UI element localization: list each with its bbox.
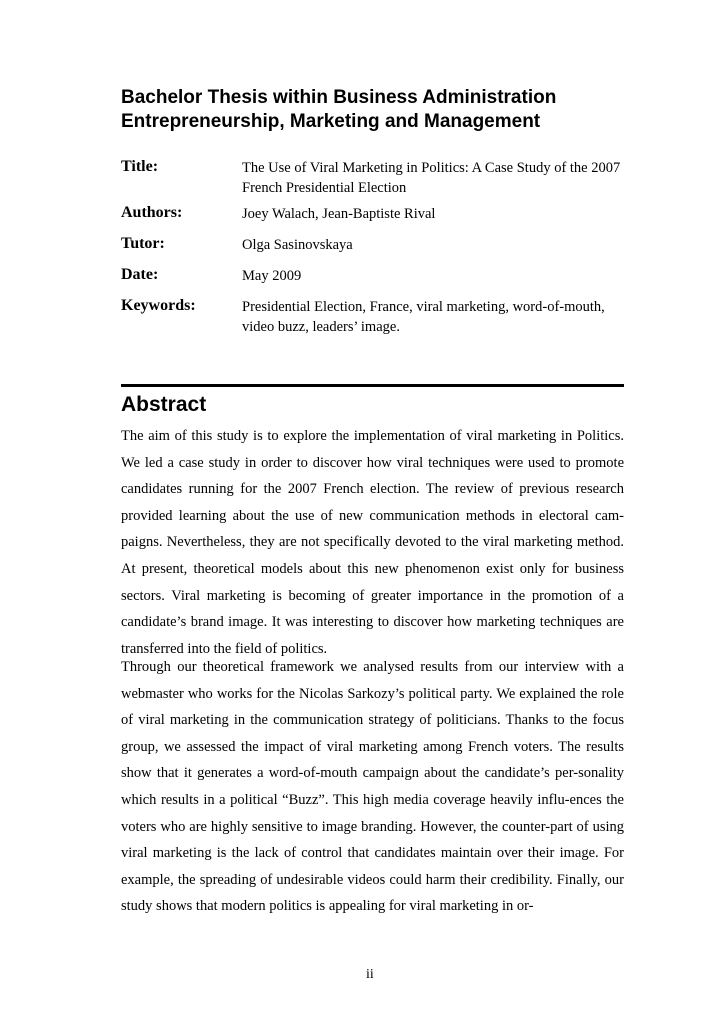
page-number: ii	[366, 967, 374, 982]
abstract-title: Abstract	[121, 393, 207, 416]
abstract-paragraph: The aim of this study is to explore the implementation of viral marketing in Politics. We led a case study in order to discover how viral techniques were used to promote candidates running for the 2007 French election. The review of previous research provided learning about the use of new communication methods in electoral cam-paigns. Nevertheless, they are not specifically devoted to the viral marketing method. At present, theoretical models about this new phenomenon exist only for business sectors. Viral marketing is becoming of greater importance in the promotion of a candidate’s brand image. It was interesting to discover how marketing techniques are transferred into the field of politics.	[121, 428, 624, 657]
meta-label: Keywords:	[121, 297, 196, 314]
meta-value: Joey Walach, Jean-Baptiste Rival	[242, 206, 436, 222]
meta-label: Date:	[121, 266, 159, 283]
meta-label: Authors:	[121, 204, 183, 221]
thesis-heading-line2: Entrepreneurship, Marketing and Management	[121, 111, 541, 132]
meta-value: The Use of Viral Marketing in Politics: A Case Study of the 2007 French Presidential Election	[242, 160, 621, 196]
section-divider	[121, 384, 624, 387]
meta-label: Title:	[121, 158, 159, 175]
thesis-heading-line1: Bachelor Thesis within Business Administration	[121, 87, 557, 108]
meta-value: Olga Sasinovskaya	[242, 237, 353, 253]
meta-value: Presidential Election, France, viral marketing, word-of-mouth, video buzz, leaders’ image.	[242, 299, 605, 335]
meta-value: May 2009	[242, 268, 302, 284]
meta-label: Tutor:	[121, 235, 165, 252]
abstract-paragraph: Through our theoretical framework we analysed results from our interview with a webmaster who works for the Nicolas Sarkozy’s political party. We explained the role of viral marketing in the communication strategy of politicians. Thanks to the focus group, we assessed the impact of viral marketing among French voters. The results show that it generates a word-of-mouth campaign about the candidate’s per-sonality which results in a political “Buzz”. This high media coverage heavily influ-ences the voters who are highly sensitive to image branding. However, the counter-part of using viral marketing is the lack of control that candidates maintain over their image. For example, the spreading of undesirable videos could harm their credibility. Finally, our study shows that modern politics is appealing for viral marketing in or-	[121, 659, 624, 915]
